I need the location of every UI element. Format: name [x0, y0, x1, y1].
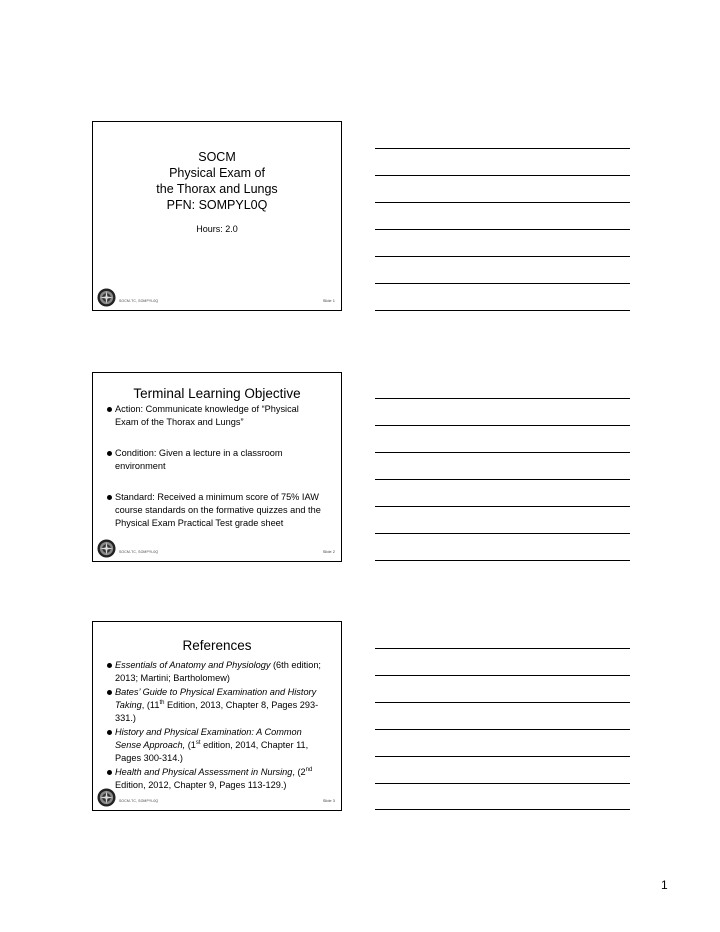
note-line [375, 756, 630, 757]
list-item: Essentials of Anatomy and Physiology (6th edition; 2013; Martini; Bartholomew) [115, 660, 321, 683]
note-line [375, 425, 630, 426]
footer-slide-number: Slide 3 [322, 798, 335, 803]
note-line [375, 560, 630, 561]
slide-3 [92, 621, 342, 811]
note-line [375, 452, 630, 453]
seal-emblem-icon [97, 288, 116, 307]
page-number: 1 [661, 878, 668, 892]
note-line [375, 783, 630, 784]
note-line [375, 675, 630, 676]
note-line [375, 648, 630, 649]
slide-footer [97, 538, 335, 558]
note-line [375, 175, 630, 176]
seal-emblem-icon [97, 788, 116, 807]
title-line: SOCM [198, 150, 236, 164]
slide-2-title: Terminal Learning Objective [133, 386, 301, 401]
note-line [375, 479, 630, 480]
slide-3-title: References [182, 638, 252, 653]
objective-list [93, 403, 341, 530]
note-line [375, 702, 630, 703]
list-item: History and Physical Examination: A Common Sense Approach, (1st edition, 2014, Chapter 11, Pages 300-314.) [115, 726, 323, 765]
list-item: Action: Communicate knowledge of “Physical Exam of the Thorax and Lungs” [115, 403, 323, 429]
footer-course-code: SOCM-TC, SOMPYL0Q [119, 299, 159, 303]
note-line [375, 809, 630, 810]
footer-slide-number: Slide 1 [322, 298, 335, 303]
list-item: Condition: Given a lecture in a classroom environment [115, 447, 323, 473]
note-line [375, 283, 630, 284]
note-line [375, 398, 630, 399]
title-line: the Thorax and Lungs [156, 182, 278, 196]
slide-footer [97, 787, 335, 807]
footer-slide-number: Slide 2 [322, 549, 335, 554]
note-line [375, 148, 630, 149]
note-line [375, 533, 630, 534]
note-line [375, 506, 630, 507]
slide-footer [97, 287, 335, 307]
note-line [375, 310, 630, 311]
list-item: Bates’ Guide to Physical Examination and History Taking, (11th Edition, 2013, Chapter 8, Pages 293-331.) [115, 686, 323, 725]
note-line [375, 202, 630, 203]
list-item: Health and Physical Assessment in Nursing, (2nd Edition, 2012, Chapter 9, Pages 113-129.) [115, 766, 323, 792]
list-item: Standard: Received a minimum score of 75% IAW course standards on the formative quizzes and the Physical Exam Practical Test grade sheet [115, 491, 323, 530]
note-line [375, 256, 630, 257]
slide-1 [92, 121, 342, 311]
seal-emblem-icon [97, 539, 116, 558]
note-line [375, 729, 630, 730]
footer-course-code: SOCM-TC, SOMPYL0Q [119, 550, 159, 554]
title-line: PFN: SOMPYL0Q [166, 198, 268, 212]
hours-text: Hours: 2.0 [196, 224, 238, 234]
title-line: Physical Exam of [169, 166, 265, 180]
reference-list [93, 659, 341, 792]
slide-1-title [93, 149, 341, 237]
note-line [375, 229, 630, 230]
slide-2 [92, 372, 342, 562]
footer-course-code: SOCM-TC, SOMPYL0Q [119, 799, 159, 803]
